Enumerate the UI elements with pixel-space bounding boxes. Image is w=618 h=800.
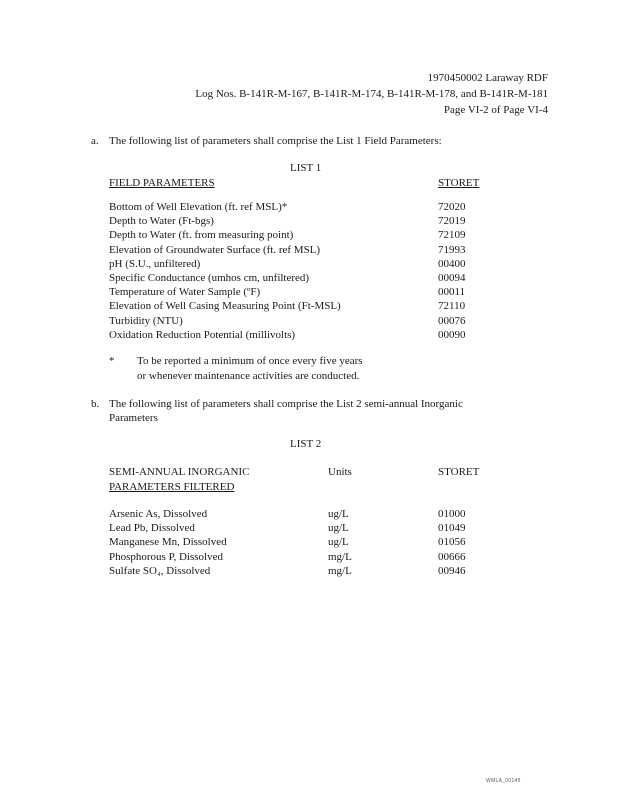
list1-row-param: Elevation of Groundwater Surface (ft. ref MSL)	[109, 243, 321, 256]
list2-row-units: mg/L	[328, 564, 352, 577]
list2-col-units: Units	[328, 466, 352, 478]
list1-footnote-line1: To be reported a minimum of once every five years	[137, 355, 363, 367]
list1-row-storet: 72020	[438, 201, 466, 213]
list1-row-param: Depth to Water (ft. from measuring point)	[109, 229, 294, 242]
list2-row-storet: 01056	[438, 536, 466, 549]
list2-row-units: ug/L	[328, 536, 349, 549]
list2-col-param-line1: SEMI-ANNUAL INORGANIC	[109, 466, 250, 478]
list1-row-storet: 71993	[438, 243, 466, 256]
list1-row-param: pH (S.U., unfiltered)	[109, 257, 201, 270]
list1-row-storet: 00400	[438, 257, 466, 270]
section-a-marker: a.	[91, 135, 99, 147]
list2-col-storet: STORET	[438, 466, 480, 478]
list2-row-storet: 00946	[438, 564, 466, 577]
list2-row-storet: 01000	[438, 508, 466, 520]
list1-row-param: Elevation of Well Casing Measuring Point (Ft-MSL)	[109, 300, 341, 313]
list2-row-param: Lead Pb, Dissolved	[109, 522, 195, 535]
list1-footnote-line2: or whenever maintenance activities are conducted.	[137, 370, 360, 382]
section-b-text-line2: Parameters	[109, 412, 158, 424]
list2-row-param: Phosphorous P, Dissolved	[109, 550, 223, 563]
list1-row-param: Turbidity (NTU)	[109, 314, 183, 327]
list1-row-storet: 72019	[438, 215, 466, 228]
section-a-text: The following list of parameters shall comprise the List 1 Field Parameters:	[109, 135, 442, 147]
list2-title: LIST 2	[290, 438, 322, 450]
list1-row-storet: 72110	[438, 300, 466, 313]
list1-row-storet: 00011	[438, 286, 466, 299]
list2-row-storet: 00666	[438, 550, 466, 563]
list1-col-param: FIELD PARAMETERS	[109, 177, 215, 189]
list1-row-storet: 00090	[438, 328, 466, 341]
list1-row-storet: 00076	[438, 314, 466, 327]
list2-row-param: Manganese Mn, Dissolved	[109, 536, 227, 549]
list1-row-param: Oxidation Reduction Potential (millivolts)	[109, 328, 296, 341]
header-page-number: Page VI-2 of Page VI-4	[443, 104, 548, 116]
list1-footnote-marker: *	[109, 355, 115, 367]
list1-col-storet: STORET	[438, 177, 480, 189]
list1-row-param: Temperature of Water Sample (ºF)	[109, 286, 261, 299]
list2-col-param-line2: PARAMETERS FILTERED	[109, 481, 235, 493]
list2-row-param: Sulfate SO₄, Dissolved	[109, 564, 211, 577]
header-doc-id: 1970450002 Laraway RDF	[427, 72, 548, 84]
list2-row-units: ug/L	[328, 522, 349, 535]
list1-row-storet: 72109	[438, 229, 466, 242]
list1-row-param: Specific Conductance (umhos cm, unfiltered)	[109, 272, 310, 284]
section-b-text-line1: The following list of parameters shall comprise the List 2 semi-annual Inorganic	[109, 398, 463, 410]
list2-row-units: mg/L	[328, 550, 352, 563]
list1-row-param: Depth to Water (Ft-bgs)	[109, 215, 214, 228]
list1-row-param: Bottom of Well Elevation (ft. ref MSL)*	[109, 201, 288, 213]
list2-row-storet: 01049	[438, 522, 466, 535]
list1-row-storet: 00094	[438, 272, 466, 284]
footer-stamp: WMLA_00145	[486, 778, 521, 784]
list2-row-units: ug/L	[328, 508, 349, 520]
section-b-marker: b.	[91, 398, 100, 410]
list1-title: LIST 1	[290, 162, 322, 174]
header-log-numbers: Log Nos. B-141R-M-167, B-141R-M-174, B-141R-M-178, and B-141R-M-181	[195, 88, 548, 100]
list2-row-param: Arsenic As, Dissolved	[109, 508, 208, 520]
